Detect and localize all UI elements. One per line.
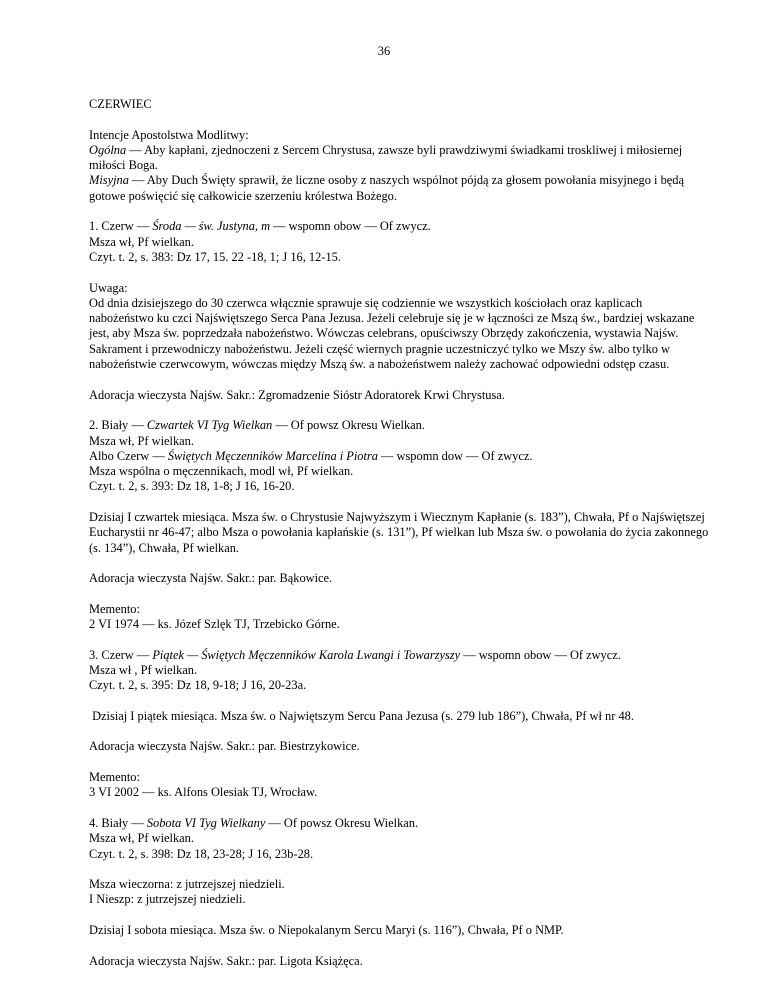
month-heading: CZERWIEC bbox=[89, 97, 152, 111]
day-2-alt-heading bbox=[89, 449, 709, 464]
day-2-mass: Msza wł, Pf wielkan. bbox=[89, 433, 194, 448]
page-number: 36 bbox=[377, 44, 391, 58]
memento-2-text: 3 VI 2002 — ks. Alfons Olesiak TJ, Wrocław. bbox=[89, 785, 318, 800]
day-2-readings: Czyt. t. 2, s. 393: Dz 18, 1-8; J 16, 16-20. bbox=[89, 479, 295, 494]
adoration-1: Adoracja wieczysta Najśw. Sakr.: Zgromadzenie Sióstr Adoratorek Krwi Chrystusa. bbox=[89, 387, 505, 402]
day-1-title: Środa — św. Justyna, m bbox=[152, 219, 271, 234]
intention-mission-label: Misyjna bbox=[89, 173, 129, 188]
memento-2 bbox=[89, 770, 709, 801]
page-content bbox=[89, 97, 709, 984]
day-1-pre: 1. Czerw — bbox=[89, 219, 153, 234]
memento-2-heading: Memento: bbox=[89, 770, 140, 785]
day-2-post: — Of powsz Okresu Wielkan. bbox=[272, 418, 425, 433]
day-1-heading bbox=[89, 219, 709, 234]
friday-note: Dzisiaj I piątek miesiąca. Msza św. o Najwiętszym Sercu Pana Jezusa (s. 279 lub 186”), Chwała, Pf wł nr 48. bbox=[89, 708, 634, 723]
note-block bbox=[89, 281, 709, 373]
day-4-post: — Of powsz Okresu Wielkan. bbox=[265, 815, 419, 830]
intention-mission-text: — Aby Duch Święty sprawił, że liczne osoby z naszych wspólnot pójdą za głosem powołania misyjnego i będą gotowe poświęcić się całkowicie szerzeniu królestwa Bożego. bbox=[89, 173, 684, 203]
day-1-entry bbox=[89, 219, 709, 265]
day-1-readings: Czyt. t. 2, s. 383: Dz 17, 15. 22 -18, 1; J 16, 12-15. bbox=[89, 249, 341, 264]
day-3-heading bbox=[89, 648, 709, 663]
memento-1 bbox=[89, 602, 709, 633]
evening-mass: Msza wieczorna: z jutrzejszej niedzieli. bbox=[89, 877, 285, 892]
adoration-2: Adoracja wieczysta Najśw. Sakr.: par. Bąkowice. bbox=[89, 571, 333, 586]
adoration-4: Adoracja wieczysta Najśw. Sakr.: par. Ligota Książęca. bbox=[89, 953, 363, 968]
day-3-pre: 3. Czerw — bbox=[89, 647, 153, 662]
intention-general bbox=[89, 143, 709, 174]
day-4-mass: Msza wł, Pf wielkan. bbox=[89, 831, 194, 846]
day-2-entry bbox=[89, 418, 709, 494]
note-text: Od dnia dzisiejszego do 30 czerwca włącznie sprawuje się codziennie we wszystkich kościołach oraz kaplicach nabożeństwo ku czci Najświętszego Serca Pana Jezusa. Jeżeli celebruje się je w łączności ze Mszą św., bardziej wskazane jest, aby Msza św. poprzedzała nabożeństwo. Wówczas celebrans, opuściwszy Obrzędy zakończenia, wystawia Najśw. Sakrament i przewodniczy nabożeństwu. Jeżeli część wiernych pragnie uczestniczyć tylko we Mszy św. albo tylko w nabożeństwie czerwcowym, wówczas między Mszą św. a nabożeństwem należy zachować odpowiedni odstęp czasu. bbox=[89, 295, 695, 372]
day-2-pre: 2. Biały — bbox=[89, 418, 147, 433]
day-2-alt-pre: Albo Czerw — bbox=[89, 448, 168, 463]
intention-mission bbox=[89, 173, 709, 204]
intention-general-label: Ogólna bbox=[89, 142, 127, 157]
thursday-note: Dzisiaj I czwartek miesiąca. Msza św. o Chrystusie Najwyższym i Wiecznym Kapłanie (s. 183”), Chwała, Pf o Najświętszej Eucharystii nr 46-47; albo Msza o powołania kapłańskie (s. 131”), Pf wielkan lub Msza św. o powołania do życia zakonnego (s. 134”), Chwała, Pf wielkan. bbox=[89, 510, 709, 555]
intentions-block bbox=[89, 128, 709, 204]
day-2-alt-mass: Msza wspólna o męczennikach, modl wł, Pf wielkan. bbox=[89, 464, 354, 479]
saturday-note: Dzisiaj I sobota miesiąca. Msza św. o Niepokalanym Sercu Maryi (s. 116”), Chwała, Pf o NMP. bbox=[89, 923, 564, 938]
day-4-title: Sobota VI Tyg Wielkany bbox=[146, 815, 266, 830]
day-4-pre: 4. Biały — bbox=[89, 815, 147, 830]
day-1-mass: Msza wł, Pf wielkan. bbox=[89, 234, 194, 249]
intention-general-text: — Aby kapłani, zjednoczeni z Sercem Chrystusa, zawsze byli prawdziwymi świadkami troskliwej i miłosiernej miłości Boga. bbox=[89, 142, 683, 173]
day-2-alt-post: — wspomn dow — Of zwycz. bbox=[377, 448, 533, 463]
day-3-entry bbox=[89, 648, 709, 694]
day-4-heading bbox=[89, 816, 709, 831]
day-3-readings: Czyt. t. 2, s. 395: Dz 18, 9-18; J 16, 20-23a. bbox=[89, 678, 307, 693]
evening-vespers: I Nieszp: z jutrzejszej niedzieli. bbox=[89, 892, 246, 907]
evening-block bbox=[89, 877, 709, 908]
day-3-post: — wspomn obow — Of zwycz. bbox=[460, 647, 621, 662]
memento-1-heading: Memento: bbox=[89, 601, 140, 616]
note-heading: Uwaga: bbox=[89, 280, 128, 295]
adoration-3: Adoracja wieczysta Najśw. Sakr.: par. Biestrzykowice. bbox=[89, 739, 360, 754]
day-2-heading bbox=[89, 418, 709, 433]
intentions-heading: Intencje Apostolstwa Modlitwy: bbox=[89, 127, 249, 142]
day-2-title: Czwartek VI Tyg Wielkan bbox=[146, 418, 273, 433]
day-3-mass: Msza wł , Pf wielkan. bbox=[89, 662, 198, 677]
day-2-alt-title: Świętych Męczenników Marcelina i Piotra bbox=[167, 448, 378, 463]
memento-1-text: 2 VI 1974 — ks. Józef Szlęk TJ, Trzebicko Górne. bbox=[89, 617, 340, 632]
day-4-entry bbox=[89, 816, 709, 862]
day-4-readings: Czyt. t. 2, s. 398: Dz 18, 23-28; J 16, 23b-28. bbox=[89, 846, 314, 861]
day-1-post: — wspomn obow — Of zwycz. bbox=[270, 219, 431, 234]
day-3-title: Piątek — Świętych Męczenników Karola Lwangi i Towarzyszy bbox=[152, 647, 461, 662]
